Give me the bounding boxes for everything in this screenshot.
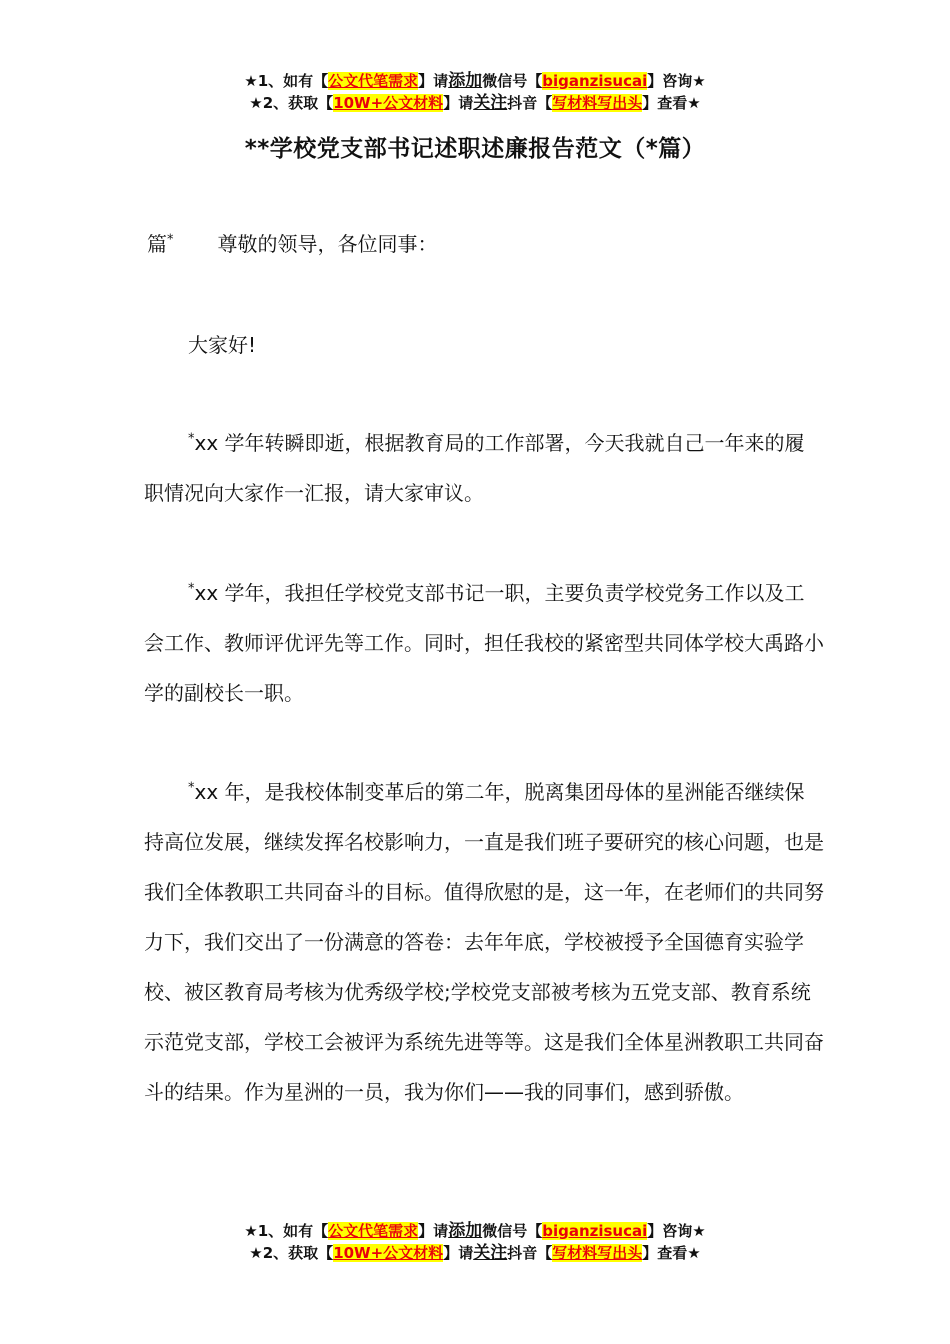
chapter-mark: * [167,232,174,248]
banner-text: 】查看★ [642,94,701,112]
service-highlight: 公文代笔需求 [328,72,419,90]
banner-emphasis: 添加 [448,1221,483,1241]
banner-text: ★2、获取【 [249,1244,334,1262]
paragraph-mark: * [188,780,195,796]
greeting-block [144,320,824,370]
service-highlight: 公文代笔需求 [328,1222,419,1240]
banner-text: 】请 [443,94,474,112]
banner-text: ★1、如有【 [244,1222,329,1240]
paragraph-mark: * [188,431,195,447]
banner-text: 抖音【 [507,94,553,112]
header-banner [0,70,950,114]
paragraph-text: xx 学年转瞬即逝，根据教育局的工作部署，今天我就自己一年来的履职情况向大家作一汇报，请大家审议。 [144,431,805,505]
document-title: **学校党支部书记述职述廉报告范文（*篇） [244,136,706,162]
banner-text: 微信号【 [482,1222,543,1240]
paragraph-1 [144,418,824,518]
banner-text: 抖音【 [507,1244,553,1262]
footer-banner [0,1220,950,1264]
banner-line-2 [0,92,950,114]
douyin-highlight: 写材料写出头 [552,1244,643,1262]
banner-text: 】咨询★ [647,72,706,90]
salutation: 尊敬的领导，各位同事： [217,232,438,256]
materials-highlight: 10W+公文材料 [333,1244,444,1262]
wechat-id-highlight: biganzisucai [542,1222,648,1240]
banner-line-2 [0,1242,950,1264]
banner-emphasis: 关注 [473,93,508,113]
banner-text: ★1、如有【 [244,72,329,90]
douyin-highlight: 写材料写出头 [552,94,643,112]
banner-text: 】咨询★ [647,1222,706,1240]
wechat-id-highlight: biganzisucai [542,72,648,90]
banner-line-1 [0,1220,950,1242]
paragraph-mark: * [188,581,195,597]
banner-emphasis: 关注 [473,1243,508,1263]
banner-text: 】请 [443,1244,474,1262]
paragraph-text: xx 学年，我担任学校党支部书记一职，主要负责学校党务工作以及工会工作、教师评优评先等工作。同时，担任我校的紧密型共同体学校大禹路小学的副校长一职。 [144,581,824,705]
paragraph-text: xx 年，是我校体制变革后的第二年，脱离集团母体的星洲能否继续保持高位发展，继续发挥名校影响力，一直是我们班子要研究的核心问题，也是我们全体教职工共同奋斗的目标。值得欣慰的是，这一年，在老师们的共同努力下，我们交出了一份满意的答卷：去年年底，学校被授予全国德育实验学校、被区教育局考核为优秀级学校;学校党支部被考核为五党支部、教育系统示范党支部，学校工会被评为系统先进等等。这是我们全体星洲教职工共同奋斗的结果。作为星洲的一员，我为你们——我的同事们，感到骄傲。 [144,780,824,1104]
banner-text: 】请 [418,72,449,90]
banner-emphasis: 添加 [448,71,483,91]
paragraph-2 [144,568,824,718]
greeting: 大家好! [188,333,257,357]
chapter-label: 篇 [147,232,167,256]
materials-highlight: 10W+公文材料 [333,94,444,112]
banner-text: 微信号【 [482,72,543,90]
salutation-line [147,222,438,266]
banner-text: ★2、获取【 [249,94,334,112]
banner-text: 】查看★ [642,1244,701,1262]
paragraph-3 [144,767,824,1117]
banner-line-1 [0,70,950,92]
banner-text: 】请 [418,1222,449,1240]
